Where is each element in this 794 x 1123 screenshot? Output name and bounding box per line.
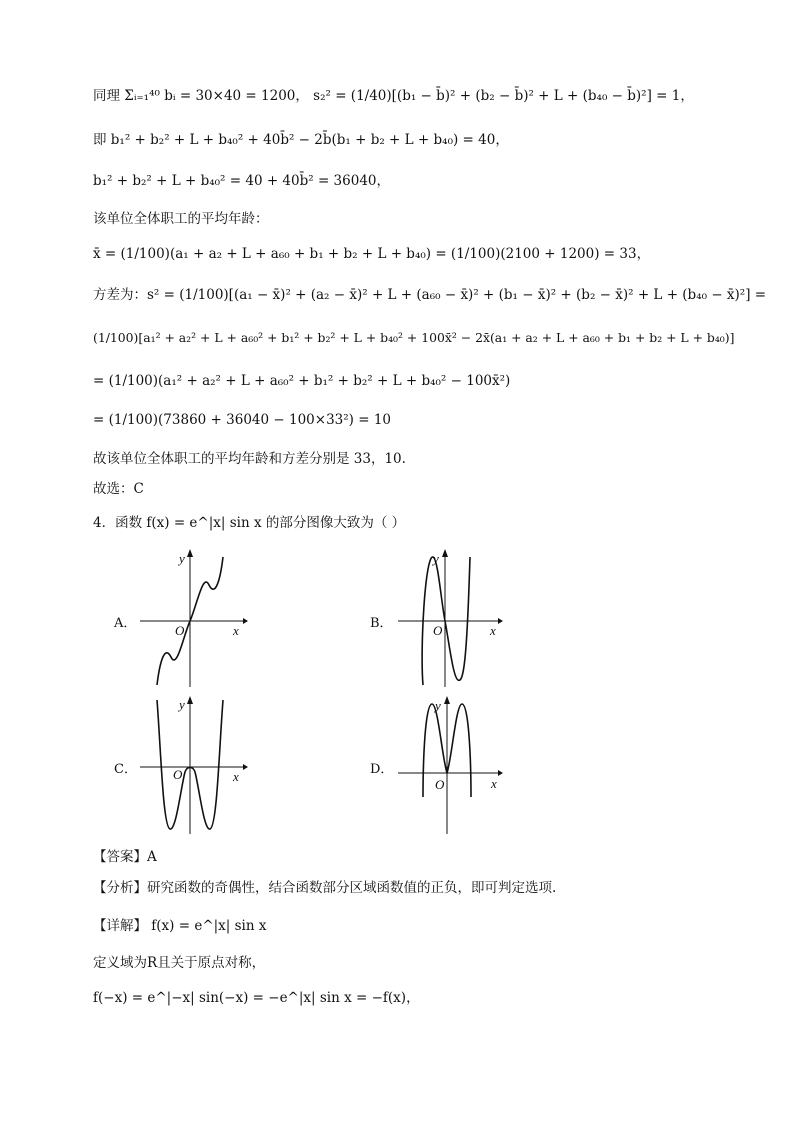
text-line-2: 即 b₁² + b₂² + L + b₄₀² + 40b̄² − 2b̄(b₁ + b₂ + L + b₄₀) = 40，: [93, 132, 509, 148]
text-line-7: (1/100)[a₁² + a₂² + L + a₆₀² + b₁² + b₂² + L + b₄₀² + 100x̄² − 2x̄(a₁ + a₂ + L + a₆₀ + b₁ + b₂ + L + b₄₀)]: [93, 330, 735, 345]
text-line-6: 方差为：s² = (1/100)[(a₁ − x̄)² + (a₂ − x̄)² + L + (a₆₀ − x̄)² + (b₁ − x̄)² + (b₂ − x̄)² + L + (b₄₀ − x̄)²] =: [93, 287, 767, 303]
detail-line: 【详解】 f(x) = e^|x| sin x: [93, 918, 267, 934]
option-b-origin-label: O: [433, 623, 443, 638]
text-line-3: b₁² + b₂² + L + b₄₀² = 40 + 40b̄² = 36040，: [93, 173, 390, 189]
option-d-origin-label: O: [435, 777, 445, 792]
option-c-x-label: x: [233, 769, 239, 784]
option-c-graph: [135, 692, 250, 837]
text-line-11: 故选：C: [93, 481, 144, 497]
option-d-graph: [395, 692, 505, 837]
option-c-origin-label: O: [173, 767, 183, 782]
option-a-x-label: x: [233, 623, 239, 638]
odd-function-line: f(−x) = e^|−x| sin(−x) = −e^|x| sin x = −f(x)，: [93, 990, 420, 1006]
text-line-4: 该单位全体职工的平均年龄：: [93, 211, 269, 227]
answer-line: 【答案】A: [93, 849, 157, 865]
option-a-label: A．: [114, 616, 137, 631]
option-d-x-label: x: [491, 776, 497, 791]
option-a-origin-label: O: [175, 623, 185, 638]
option-b-label: B．: [370, 616, 393, 631]
text-line-1: 同理 Σᵢ₌₁⁴⁰ bᵢ = 30×40 = 1200， s₂² = (1/40)[(b₁ − b̄)² + (b₂ − b̄)² + L + (b₄₀ − b̄)²] = 1，: [93, 88, 694, 104]
text-line-5: x̄ = (1/100)(a₁ + a₂ + L + a₆₀ + b₁ + b₂ + L + b₄₀) = (1/100)(2100 + 1200) = 33，: [93, 246, 651, 262]
domain-line: 定义域为R且关于原点对称，: [93, 955, 266, 971]
option-a-y-label: y: [179, 551, 185, 566]
option-b-x-label: x: [490, 623, 496, 638]
option-c-y-label: y: [179, 697, 185, 712]
option-d-y-label: y: [435, 698, 441, 713]
text-line-10: 故该单位全体职工的平均年龄和方差分别是 33，10.: [93, 451, 406, 467]
option-c-label: C．: [114, 762, 137, 777]
question-4: 4．函数 f(x) = e^|x| sin x 的部分图像大致为（ ）: [93, 515, 406, 531]
analysis-line: 【分析】研究函数的奇偶性，结合函数部分区域函数值的正负，即可判定选项.: [93, 880, 557, 896]
option-d-label: D．: [370, 762, 394, 777]
option-a-graph: [135, 545, 250, 690]
text-line-9: = (1/100)(73860 + 36040 − 100×33²) = 10: [93, 412, 391, 428]
text-line-8: = (1/100)(a₁² + a₂² + L + a₆₀² + b₁² + b₂² + L + b₄₀² − 100x̄²): [93, 373, 511, 389]
option-b-y-label: y: [433, 551, 439, 566]
option-b-graph: [395, 545, 505, 690]
